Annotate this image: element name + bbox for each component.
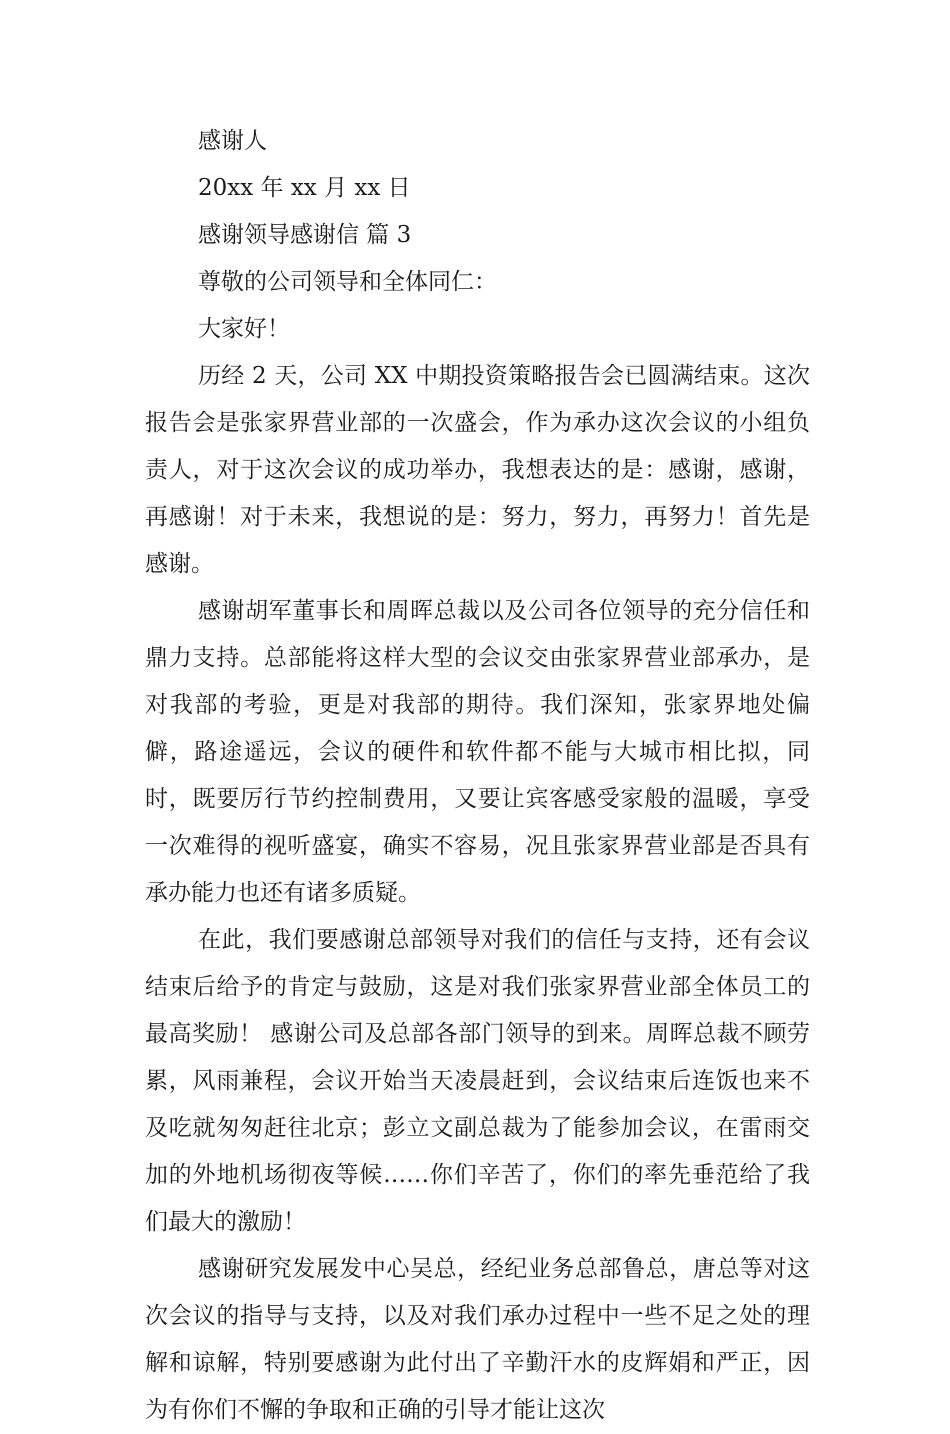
paragraph-1: 历经 2 天，公司 XX 中期投资策略报告会已圆满结束。这次报告会是张家界营业部的一次盛会，作为承办这次会议的小组负责人，对于这次会议的成功举办，我想表达的是：感谢，感谢，再感谢！对于未来，我想说的是：努力，努力，再努力！首先是感谢。	[145, 363, 810, 577]
section-title: 感谢领导感谢信 篇 3	[198, 222, 412, 248]
closing-date: 20xx 年 xx 月 xx 日	[198, 175, 411, 201]
closing-signer: 感谢人	[198, 128, 267, 154]
salutation: 尊敬的公司领导和全体同仁：	[198, 269, 497, 295]
paragraph-3: 在此，我们要感谢总部领导对我们的信任与支持，还有会议结束后给予的肯定与鼓励，这是对我们张家界营业部全体员工的最高奖励！ 感谢公司及总部各部门领导的到来。周晖总裁不顾劳累，风雨兼程，会议开始当天凌晨赶到，会议结束后连饭也来不及吃就匆匆赶往北京；彭立文副总裁为了能参加会议，在雷雨交加的外地机场彻夜等候……你们辛苦了，你们的率先垂范给了我们最大的激励！	[145, 927, 810, 1235]
paragraph-2: 感谢胡军董事长和周晖总裁以及公司各位领导的充分信任和鼎力支持。总部能将这样大型的会议交由张家界营业部承办，是对我部的考验，更是对我部的期待。我们深知，张家界地处偏僻，路途遥远，会议的硬件和软件都不能与大城市相比拟，同时，既要厉行节约控制费用，又要让宾客感受家般的温暖，享受一次难得的视听盛宴，确实不容易，况且张家界营业部是否具有承办能力也还有诸多质疑。	[145, 598, 810, 906]
greeting: 大家好！	[198, 316, 290, 342]
document-body	[145, 118, 810, 1434]
paragraph-4: 感谢研究发展发中心吴总，经纪业务总部鲁总，唐总等对这次会议的指导与支持，以及对我们承办过程中一些不足之处的理解和谅解，特别要感谢为此付出了辛勤汗水的皮辉娟和严正，因为有你们不懈的争取和正确的引导才能让这次	[145, 1256, 810, 1423]
